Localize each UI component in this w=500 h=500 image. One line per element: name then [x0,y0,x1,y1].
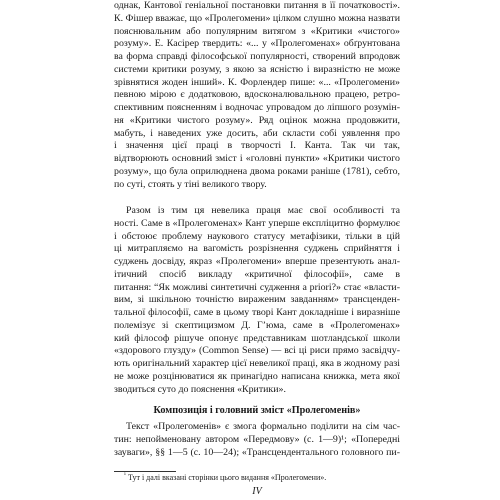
text-line: і обстоює проблему наукового статусу метафізики, тільки в цій [114,230,400,242]
text-line: Текст «Пролегоменів» є змога формально поділити на сім час- [126,421,400,432]
text-line: Разом із тим ця невелика праця має свої особливості та [126,205,400,216]
text-line: зрівнятися жоден інший». К. Форлендер пише: «... «Пролегомени» [114,76,400,88]
text-line: вим, зі шкільною точністю вираженим завданням» трансценден- [114,294,400,306]
text-line: по суті, стоять у тіні великого твору. [114,178,267,190]
text-line: ня «Критики чистого розуму». Ряд оцінок можна продовжити, [114,114,400,126]
text-line: зауваги», §§ 1—5 (с. 10—24); «Трансцендентального головного пи- [114,446,400,458]
text-line: мабуть, і наведених уже досить, аби скласти собі уявлення про [114,127,400,139]
text-line: суджень досвіду, якраз «Пролегомени» вперше презентують анал- [114,256,400,267]
text-line: тальної філософії, саме в цьому творі Кант докладніше і виразніше [114,307,400,318]
footnote-marker: ¹ [124,471,126,479]
features-paragraph [114,205,400,396]
text-line: відтворюють основний зміст і «головні пункти» «Критики чистого [114,153,400,164]
intro-paragraph [114,0,400,191]
text-line: пояснювальним або популярним витягом з «Критики «чистого» [114,25,400,37]
text-line: розуму», що була оприлюднена двома роками раніше (1781), себто, [114,165,400,177]
section-heading: Композиція і головний зміст «Пролегоменів» [153,405,361,416]
text-line: ють оригінальний характер цієї невеликої праці, яка в жодному разі [114,358,400,369]
text-line: системи критики розуму, з якою за ясністю і виразністю не може [114,63,400,75]
footnote-text: Тут і далі вказані сторінки цього видання «Пролегомени». [127,473,327,482]
text-line: К. Фішер вважає, що «Пролегомени» цілком слушно можна назвати [114,12,400,24]
text-line: ва форма справді філософської популярності, створений впродовж [114,51,400,62]
text-line: «здорового глузду» (Common Sense) — всі ці риси прямо засвідчу- [114,345,400,357]
text-line: однак, Кантової геніальної постановки питання в її початковості». [114,0,400,11]
text-line: кий філософ рішуче опонує представникам шотландської школи [114,332,400,344]
text-line: полемізує зі скептицизмом Д. Г’юма, саме в «Пролегоменах» [114,319,400,331]
text-line: певною мірою є додатковою, вдосконалювальною працею, ретро- [114,89,400,101]
text-line: ності. Саме в «Пролегоменах» Кант уперше експліцитно формулює [114,217,400,229]
text-line: спективним поясненням і водночас упровадом до ліпшого розумін- [114,102,400,113]
text-line: зводиться суто до пояснення «Критики». [114,383,286,395]
text-line: розуму». Е. Касірер твердить: «... у «Пролегоменах» обґрунтована [114,38,400,50]
page-number: IV [252,486,262,497]
text-line: не може розцінюватися як принагідно написана книжка, мета якої [114,370,400,382]
text-line: питання: “Як можливі синтетичні судження а priori?» стає «власти- [114,281,400,293]
footnote [124,473,400,483]
composition-paragraph [114,421,400,459]
text-line: ітичний спосіб викладу «критичної філософії», саме в [114,268,400,280]
text-line: тин: непойменовану автором «Передмову» (с. 1—9)¹; «Попередні [114,433,400,445]
text-line: ці митрапляємо на вагомість розрізнення суджень сприйняття і [114,243,400,255]
text-line: і значення цієї праці в творчості І. Канта. Так чи так, [114,140,400,152]
